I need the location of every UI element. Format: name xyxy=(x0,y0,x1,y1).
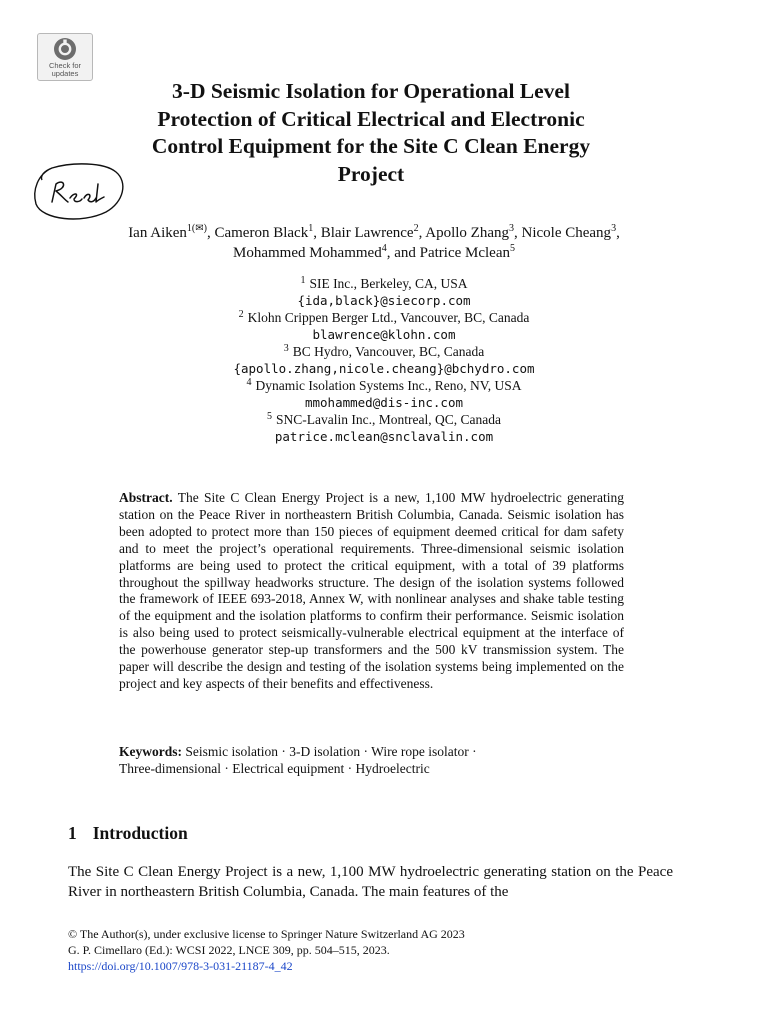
title-line-1: 3-D Seismic Isolation for Operational Level xyxy=(172,79,570,103)
check-for-updates-badge[interactable] xyxy=(37,33,93,81)
affiliation-list xyxy=(84,275,684,445)
author-name: , Apollo Zhang xyxy=(418,225,509,241)
copyright-line: © The Author(s), under exclusive license to Springer Nature Switzerland AG 2023 xyxy=(68,927,465,941)
badge-text-line2: updates xyxy=(51,69,79,78)
author-affil-sup: 5 xyxy=(510,243,515,254)
abstract-label: Abstract. xyxy=(119,490,173,505)
author-name: Ian Aiken xyxy=(128,225,187,241)
affiliation-number: 4 xyxy=(246,377,252,388)
affiliation-email[interactable]: patrice.mclean@snclavalin.com xyxy=(274,429,494,444)
affiliation-email[interactable]: {ida,black}@siecorp.com xyxy=(297,293,471,308)
section-heading xyxy=(68,823,188,844)
author-affil-sup[interactable]: 1(✉) xyxy=(186,223,207,234)
affiliation-org-text: Klohn Crippen Berger Ltd., Vancouver, BC, Canada xyxy=(247,310,530,325)
affiliation-org xyxy=(84,309,684,326)
title-line-3: Control Equipment for the Site C Clean Energy xyxy=(151,134,591,158)
affiliation-number: 3 xyxy=(283,343,289,354)
author-separator: , xyxy=(616,225,620,241)
author-affil-sup: 3 xyxy=(509,223,514,234)
keywords-line-1: Seismic isolation · 3-D isolation · Wire rope isolator · xyxy=(185,744,477,759)
title-line-2: Protection of Critical Electrical and Electronic xyxy=(157,106,585,131)
title-line-4: Project xyxy=(337,161,405,186)
affiliation-number: 5 xyxy=(267,411,273,422)
affiliation-org xyxy=(84,275,684,292)
affiliation-number: 1 xyxy=(300,275,306,286)
author-line-1 xyxy=(40,223,708,243)
keywords xyxy=(119,744,624,778)
badge-text-line1: Check for xyxy=(48,61,82,70)
author-affil-sup: 1 xyxy=(308,223,314,234)
author-name: , Cameron Black xyxy=(206,225,309,241)
section-title: Introduction xyxy=(92,823,188,843)
affiliation-email[interactable]: {apollo.zhang,nicole.cheang}@bchydro.com xyxy=(233,361,535,376)
author-name: , Nicole Cheang xyxy=(514,225,612,241)
affiliation-org xyxy=(84,377,684,394)
affiliation-org-text: SIE Inc., Berkeley, CA, USA xyxy=(309,276,468,291)
author-list xyxy=(40,223,708,263)
affiliation-org-text: Dynamic Isolation Systems Inc., Reno, NV, USA xyxy=(255,378,522,393)
affiliation-email[interactable]: mmohammed@dis-inc.com xyxy=(304,395,464,410)
author-name: , and Patrice Mclean xyxy=(386,245,510,261)
intro-paragraph: The Site C Clean Energy Project is a new, 1,100 MW hydroelectric generating station on the Peace River in northeastern British Columbia, Canada. The main features of the xyxy=(68,864,673,900)
affiliation-org xyxy=(84,343,684,360)
keywords-line-2: Three-dimensional · Electrical equipment · Hydroelectric xyxy=(119,760,430,776)
paper-title xyxy=(96,78,646,188)
affiliation-org-text: SNC-Lavalin Inc., Montreal, QC, Canada xyxy=(276,412,501,427)
doi-link[interactable]: https://doi.org/10.1007/978-3-031-21187-4_42 xyxy=(68,958,293,973)
abstract xyxy=(119,490,624,693)
affiliation-org-text: BC Hydro, Vancouver, BC, Canada xyxy=(292,344,485,359)
citation-line: G. P. Cimellaro (Ed.): WCSI 2022, LNCE 309, pp. 504–515, 2023. xyxy=(68,942,390,957)
author-name: Mohammed Mohammed xyxy=(232,245,382,261)
keywords-label: Keywords: xyxy=(119,744,182,759)
affiliation-org xyxy=(84,411,684,428)
author-affil-sup: 3 xyxy=(611,223,617,234)
footnote xyxy=(68,927,688,974)
check-updates-icon xyxy=(53,37,77,61)
section-number: 1 xyxy=(68,823,77,843)
handwritten-signature xyxy=(30,162,130,224)
abstract-text: The Site C Clean Energy Project is a new, 1,100 MW hydroelectric generating station on the Peace River in northeastern British Columbia, Canada. Seismic isolation has been adopted to protect more than 150 pieces of equipment deemed critical for dam safety and to meet the project’s operational requirements. Three-dimensional seismic isolation platforms are being used to protect the critical equipment, with a total of 39 platforms throughout the spillway headworks structure. The design of the isolation systems followed the framework of IEEE 693-2018, Annex W, with nonlinear analyses and shake table testing of the equipment and the isolation platforms to confirm their performance. Seismic isolation is also being used to protect seismically-vulnerable electrical equipment at the interface of the powerhouse generator step-up transformers and the 500 kV transmission system. The paper will describe the design and testing of the isolation systems being implemented on the project and key aspects of their benefits and effectiveness. xyxy=(119,490,624,691)
author-name: , Blair Lawrence xyxy=(313,225,414,241)
affiliation-email[interactable]: blawrence@klohn.com xyxy=(312,327,456,342)
author-line-2 xyxy=(40,243,708,263)
author-affil-sup: 2 xyxy=(413,223,419,234)
author-affil-sup: 4 xyxy=(381,243,387,254)
affiliation-number: 2 xyxy=(238,309,244,320)
